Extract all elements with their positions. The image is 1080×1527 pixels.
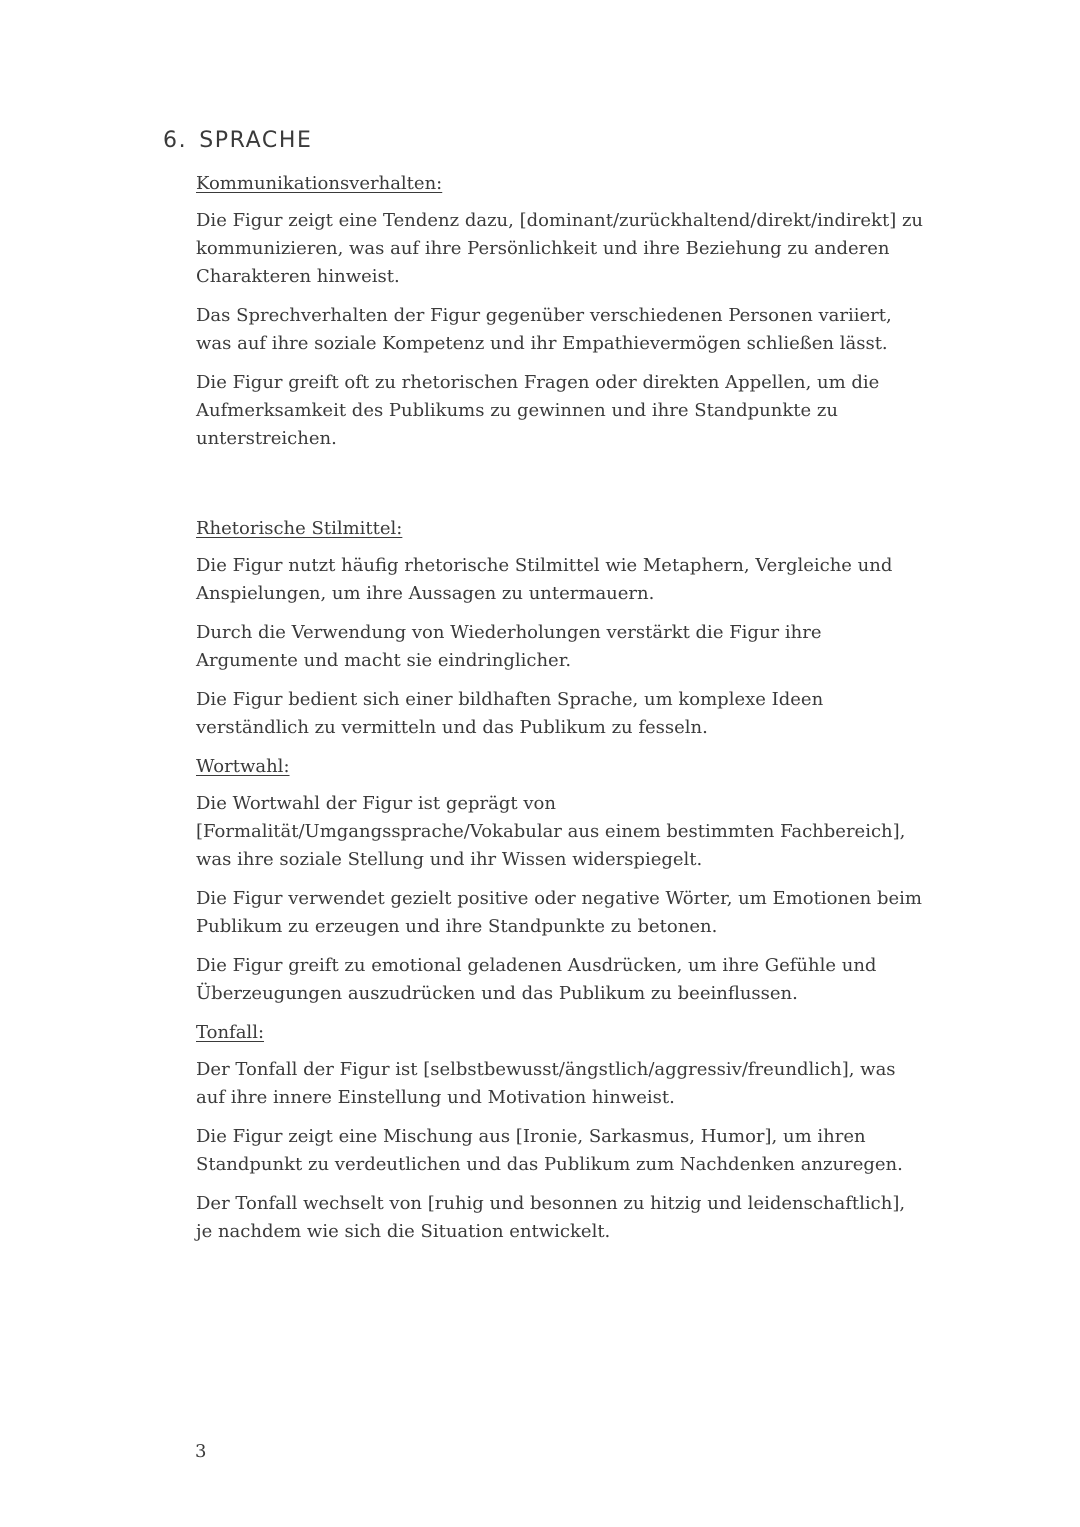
paragraph: Die Figur greift oft zu rhetorischen Fragen oder direkten Appellen, um die Aufmerksamkeit des Publikums zu gewinnen und ihre Standpunkte zu unterstreichen. [196, 372, 880, 449]
section-title: SPRACHE [199, 128, 313, 153]
paragraph: Der Tonfall wechselt von [ruhig und besonnen zu hitzig und leidenschaftlich], je nachdem wie sich die Situation entwickelt. [196, 1193, 906, 1242]
section-body [196, 170, 926, 1257]
paragraph: Die Figur zeigt eine Tendenz dazu, [dominant/zurückhaltend/direkt/indirekt] zu kommunizieren, was auf ihre Persönlichkeit und ihre Beziehung zu anderen Charakteren hinweist. [196, 210, 924, 287]
subheading-tonfall: Tonfall: [196, 1022, 265, 1043]
paragraph: Das Sprechverhalten der Figur gegenüber verschiedenen Personen variiert, was auf ihre soziale Kompetenz und ihr Empathievermögen schließen lässt. [196, 305, 892, 354]
subheading-wortwahl: Wortwahl: [196, 756, 290, 777]
page-number: 3 [195, 1441, 207, 1462]
paragraph: Der Tonfall der Figur ist [selbstbewusst/ängstlich/aggressiv/freundlich], was auf ihre innere Einstellung und Motivation hinweist. [196, 1059, 896, 1108]
subheading-kommunikationsverhalten: Kommunikationsverhalten: [196, 173, 443, 194]
paragraph: Die Figur greift zu emotional geladenen Ausdrücken, um ihre Gefühle und Überzeugungen auszudrücken und das Publikum zu beeinflussen. [196, 955, 877, 1004]
section-number: 6. [163, 128, 188, 153]
paragraph: Die Figur bedient sich einer bildhaften Sprache, um komplexe Ideen verständlich zu vermitteln und das Publikum zu fesseln. [196, 689, 824, 738]
paragraph: Die Wortwahl der Figur ist geprägt von [Formalität/Umgangssprache/Vokabular aus einem bestimmten Fachbereich], was ihre soziale Stellung und ihr Wissen widerspiegelt. [196, 793, 906, 870]
subheading-rhetorische-stilmittel: Rhetorische Stilmittel: [196, 518, 403, 539]
paragraph: Die Figur zeigt eine Mischung aus [Ironie, Sarkasmus, Humor], um ihren Standpunkt zu verdeutlichen und das Publikum zum Nachdenken anzuregen. [196, 1126, 903, 1175]
paragraph: Die Figur nutzt häufig rhetorische Stilmittel wie Metaphern, Vergleiche und Anspielungen, um ihre Aussagen zu untermauern. [196, 555, 893, 604]
paragraph: Durch die Verwendung von Wiederholungen verstärkt die Figur ihre Argumente und macht sie eindringlicher. [196, 622, 822, 671]
paragraph: Die Figur verwendet gezielt positive oder negative Wörter, um Emotionen beim Publikum zu erzeugen und ihre Standpunkte zu betonen. [196, 888, 922, 937]
section-heading [163, 128, 313, 153]
spacer [196, 464, 926, 515]
